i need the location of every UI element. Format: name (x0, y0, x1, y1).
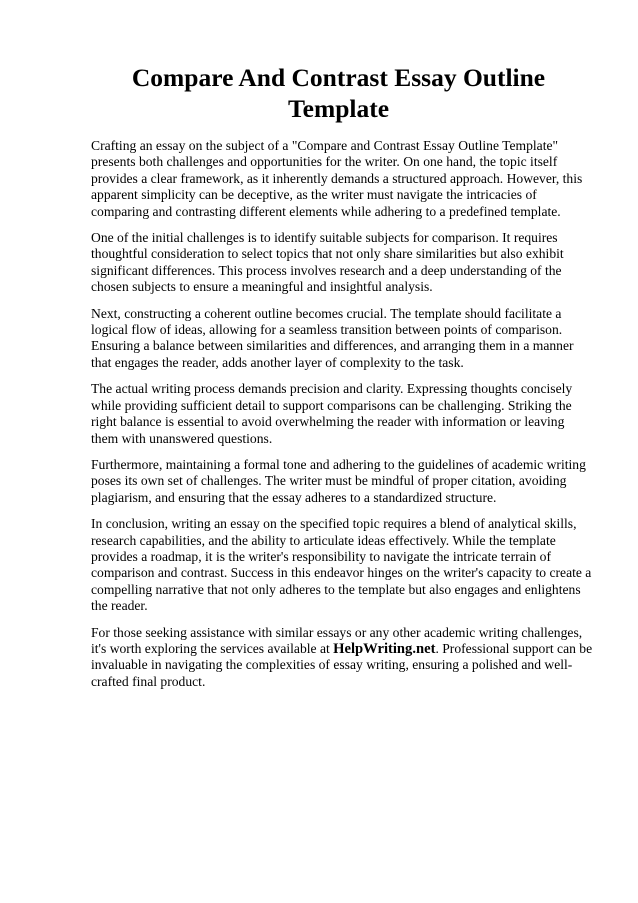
closing-text-before: For those seeking assistance with similar essays or any other academic writing challenges, it's worth exploring the services available at (91, 624, 583, 656)
paragraph-intro: Crafting an essay on the subject of a "Compare and Contrast Essay Outline Template" presents both challenges and opportunities for the writer. On one hand, the topic itself provides a clear framework, as it inherently demands a structured approach. However, this apparent simplicity can be deceptive, as the writer must navigate the intricacies of comparing and contrasting different elements while adhering to a predefined template. (91, 138, 583, 219)
document-title: Compare And Contrast Essay Outline Template (131, 63, 546, 123)
paragraph-outline: Next, constructing a coherent outline becomes crucial. The template should facilitate a logical flow of ideas, allowing for a seamless transition between points of comparison. Ensuring a balance between similarities and differences, and arranging them in a manner that engages the reader, adds another layer of complexity to the task. (91, 305, 574, 370)
paragraph-writing-process: The actual writing process demands precision and clarity. Expressing thoughts concisely while providing sufficient detail to support comparisons can be challenging. Striking the right balance is essential to avoid overwhelming the reader with information or leaving them with unanswered questions. (91, 381, 573, 446)
paragraph-challenges: One of the initial challenges is to identify suitable subjects for comparison. It requires thoughtful consideration to select topics that not only share similarities but also exhibit significant differences. This process involves research and a deep understanding of the chosen subjects to ensure a meaningful and insightful analysis. (91, 230, 564, 295)
closing-text-after: . Professional support can be invaluable in navigating the complexities of essay writing, ensuring a polished and well-crafted final product. (91, 640, 593, 689)
paragraph-formal-tone: Furthermore, maintaining a formal tone and adhering to the guidelines of academic writing poses its own set of challenges. The writer must be mindful of proper citation, avoiding plagiarism, and ensuring that the essay adheres to a standardized structure. (91, 456, 586, 505)
paragraph-closing (91, 625, 594, 691)
paragraph-conclusion: In conclusion, writing an essay on the specified topic requires a blend of analytical skills, research capabilities, and the ability to articulate ideas effectively. While the template provides a roadmap, it is the writer's responsibility to navigate the intricate terrain of comparison and contrast. Success in this endeavor hinges on the writer's capacity to create a compelling narrative that not only adheres to the template but also engages and enlightens the reader. (91, 516, 592, 614)
brand-name: HelpWriting.net (333, 640, 436, 657)
